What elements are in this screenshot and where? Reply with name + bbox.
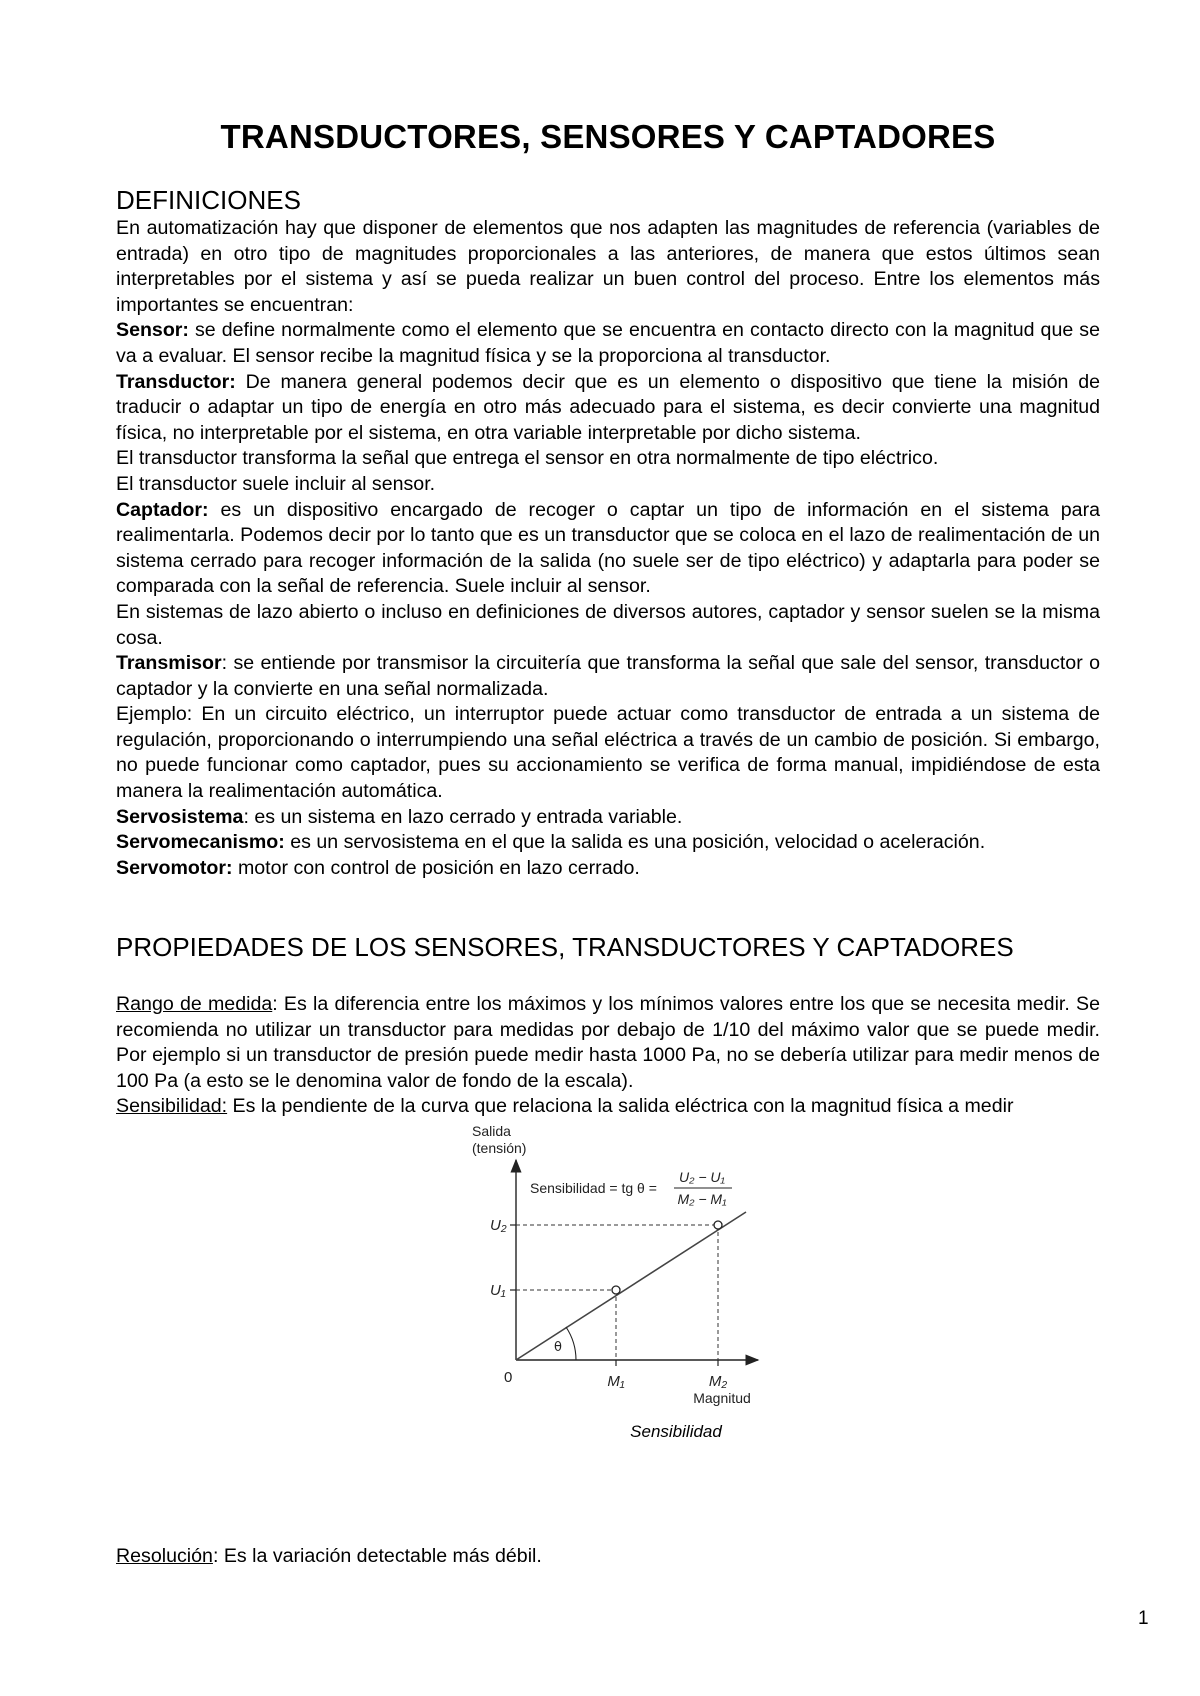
captador-term: Captador: bbox=[116, 498, 209, 521]
y-axis-label-line-2: (tensión) bbox=[472, 1140, 527, 1156]
sensibilidad-figure bbox=[466, 1120, 886, 1450]
rango-term: Rango de medida bbox=[116, 993, 273, 1015]
sensor-text: se define normalmente como el elemento que se encuentra en contacto directo con la magnitud que se va a evaluar. El sensor recibe la magnitud física y se la proporciona al transductor. bbox=[116, 319, 1100, 367]
u2-label: U₂ bbox=[490, 1217, 507, 1234]
transductor-note-2: El transductor suele incluir al sensor. bbox=[116, 472, 436, 495]
transmisor-term: Transmisor bbox=[116, 652, 222, 675]
servomecanismo-definition bbox=[116, 830, 1100, 856]
rango-text: : Es la diferencia entre los máximos y los mínimos valores entre los que se necesita medir. Se recomienda no utilizar un transductor para medidas por debajo de 1/10 del máximo valor que se puede medir. Por ejemplo si un transductor de presión puede medir hasta 1000 Pa, no se debería utilizar para medir menos de 100 Pa (a esto se le denomina valor de fondo de la escala). bbox=[116, 993, 1100, 1092]
origin-label: 0 bbox=[504, 1369, 513, 1386]
m2-label: M₂ bbox=[708, 1373, 728, 1390]
servosistema-definition bbox=[116, 805, 1100, 831]
rango-definition bbox=[116, 992, 1100, 1094]
transductor-note-1: El transductor transforma la señal que entrega el sensor en otra normalmente de tipo eléctrico. bbox=[116, 447, 939, 470]
formula-denominator: M₂ − M₁ bbox=[677, 1191, 727, 1207]
servomecanismo-term: Servomecanismo: bbox=[116, 831, 285, 854]
transductor-definition bbox=[116, 370, 1100, 447]
m1-label: M₁ bbox=[607, 1373, 625, 1390]
document-title: TRANSDUCTORES, SENSORES Y CAPTADORES bbox=[220, 118, 996, 155]
characteristic-line bbox=[516, 1212, 746, 1360]
section-heading-definiciones: DEFINICIONES bbox=[116, 185, 301, 215]
resolucion-definition bbox=[116, 1544, 1100, 1570]
sensibilidad-diagram bbox=[466, 1120, 886, 1420]
sensor-definition bbox=[116, 318, 1100, 369]
ejemplo-paragraph: Ejemplo: En un circuito eléctrico, un interruptor puede actuar como transductor de entrada a un sistema de regulación, proporcionando o interrumpiendo una señal eléctrica a través de un cambio de posición. Si embargo, no puede funcionar como captador, pues su accionamiento se verifica de forma manual, impidiéndose de esta manera la realimentación automática. bbox=[116, 703, 1100, 803]
captador-definition bbox=[116, 498, 1100, 600]
propiedades-body bbox=[116, 992, 1100, 1120]
servomotor-term: Servomotor: bbox=[116, 856, 233, 879]
y-axis-label-line-1: Salida bbox=[472, 1123, 511, 1139]
captador-text: es un dispositivo encargado de recoger o captar un tipo de información en el sistema para realimentarla. Podemos decir por lo tanto que es un transductor que se coloca en el lazo de realimentación de un sistema cerrado para recoger información de la salida (no suele ser de tipo eléctrico) y adaptarla para poder se comparada con la señal de referencia. Suele incluir al sensor. bbox=[116, 498, 1100, 598]
transductor-text: De manera general podemos decir que es un elemento o dispositivo que tiene la misión de traducir o adaptar un tipo de energía en otro más adecuado para el sistema, es decir convierte una magnitud física, no interpretable por el sistema, en otra variable interpretable por dicho sistema. bbox=[116, 370, 1100, 444]
servosistema-text: : es un sistema en lazo cerrado y entrada variable. bbox=[243, 805, 683, 828]
definiciones-body bbox=[116, 216, 1100, 881]
intro-paragraph: En automatización hay que disponer de elementos que nos adapten las magnitudes de referencia (variables de entrada) en otro tipo de magnitudes proporcionales a las anteriores, de manera que estos últimos sean interpretables por el sistema y así se pueda realizar un buen control del proceso. Entre los elementos más importantes se encuentran: bbox=[116, 217, 1100, 316]
servomotor-definition bbox=[116, 856, 1100, 882]
resolucion-body bbox=[116, 1544, 1100, 1570]
theta-arc bbox=[566, 1327, 576, 1360]
resolucion-text: : Es la variación detectable más débil. bbox=[212, 1545, 542, 1567]
sensibilidad-term: Sensibilidad: bbox=[116, 1095, 228, 1118]
x-axis-label: Magnitud bbox=[693, 1390, 751, 1406]
point-m2-u2 bbox=[714, 1221, 722, 1229]
servomecanismo-text: es un servosistema en el que la salida es una posición, velocidad o aceleración. bbox=[284, 831, 986, 854]
u1-label: U₁ bbox=[490, 1282, 506, 1299]
figure-caption: Sensibilidad bbox=[630, 1422, 722, 1441]
servomotor-text: motor con control de posición en lazo cerrado. bbox=[232, 856, 640, 879]
servosistema-term: Servosistema bbox=[116, 805, 244, 828]
sensor-term: Sensor: bbox=[116, 319, 189, 342]
sensibilidad-definition bbox=[116, 1094, 1100, 1120]
sensibilidad-text: Es la pendiente de la curva que relaciona la salida eléctrica con la magnitud física a medir bbox=[227, 1095, 1014, 1118]
section-heading-propiedades: PROPIEDADES DE LOS SENSORES, TRANSDUCTORES Y CAPTADORES bbox=[116, 932, 1014, 962]
resolucion-term: Resolución bbox=[116, 1545, 213, 1567]
page-number: 1 bbox=[1138, 1608, 1149, 1629]
captador-note: En sistemas de lazo abierto o incluso en definiciones de diversos autores, captador y sensor suelen se la misma cosa. bbox=[116, 600, 1100, 649]
formula-numerator: U₂ − U₁ bbox=[679, 1169, 725, 1185]
formula-prefix: Sensibilidad = tg θ = bbox=[530, 1180, 657, 1196]
transmisor-definition bbox=[116, 651, 1100, 702]
theta-label: θ bbox=[554, 1340, 562, 1355]
point-m1-u1 bbox=[612, 1286, 620, 1294]
transductor-term: Transductor: bbox=[116, 370, 236, 393]
transmisor-text: : se entiende por transmisor la circuitería que transforma la señal que sale del sensor, transductor o captador y la convierte en una señal normalizada. bbox=[116, 652, 1100, 700]
